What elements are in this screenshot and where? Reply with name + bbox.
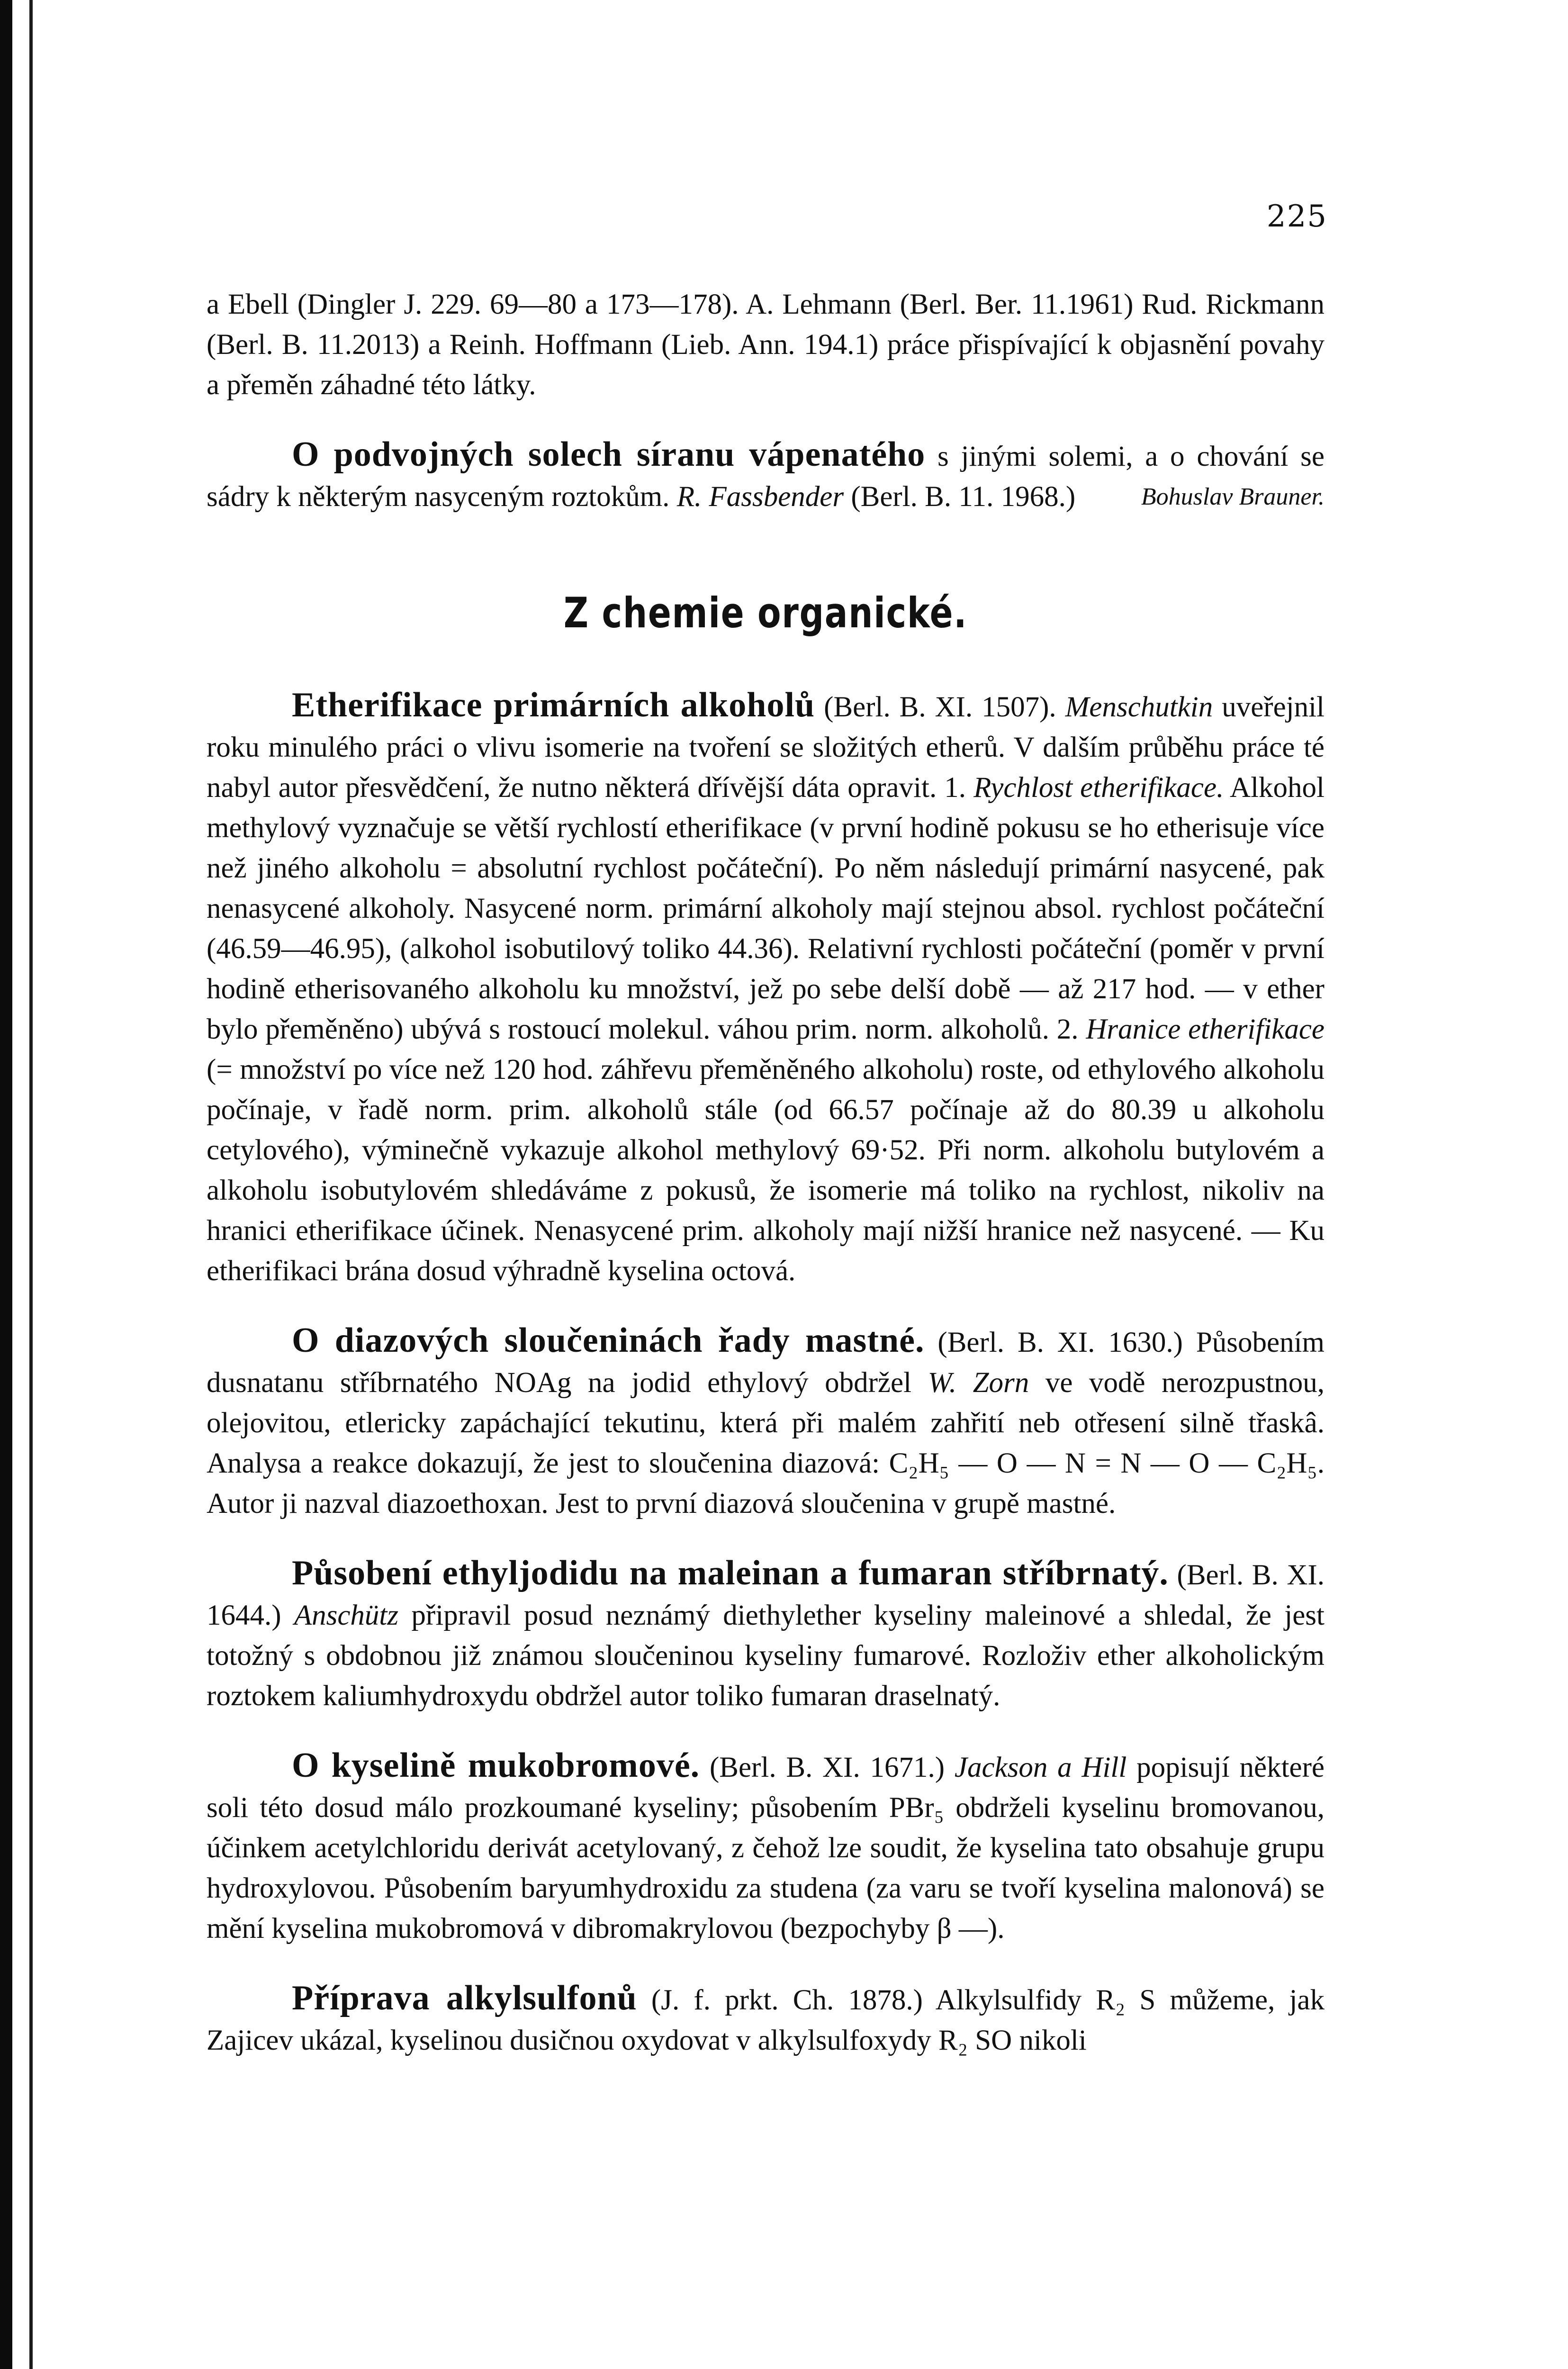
paragraph-text: připravil posud neznámý diethylether kyseliny maleinové a shledal, že jest totožný s obdobnou již známou sloučeninou kyseliny fumarové. Rozloživ ether alkoholickým roztokem kaliumhydroxydu obdržel autor toliko fumaran draselnatý. bbox=[207, 1600, 1325, 1712]
paragraph-text: popisují některé soli této dosud málo prozkoumané kyseliny; působením PBr₅ obdrželi kyselinu bromovanou, účinkem acetylchloridu derivát acetylovaný, z čehož lze soudit, že kyselina tato obsahuje grupu hydroxylovou. Působením baryumhydroxidu za studena (za varu se tvoří kyselina malonová) se mění kyselina mukobromová v dibromakrylovou (bezpochyby β —). bbox=[207, 1752, 1325, 1944]
paragraph-text: (Berl. B. 11. 1968.) bbox=[844, 481, 1076, 513]
spacer bbox=[207, 1524, 1325, 1553]
reference: (Berl. B. XI. 1507). bbox=[815, 691, 1065, 723]
reference: (Berl. B. XI. 1644.) bbox=[207, 1559, 1325, 1631]
spacer bbox=[207, 1949, 1325, 1978]
paragraph bbox=[207, 1320, 1325, 1524]
paragraph bbox=[207, 1553, 1325, 1716]
author-name: Jackson a Hill bbox=[954, 1752, 1127, 1783]
section-title: Z chemie organické. bbox=[563, 588, 968, 637]
paragraph bbox=[207, 685, 1325, 1291]
spacer bbox=[207, 405, 1325, 434]
author-name: R. Fassbender bbox=[676, 481, 844, 513]
page-number: 225 bbox=[1266, 199, 1327, 234]
paragraph-text: (= množství po více než 120 hod. záhřevu přeměněného alkoholu) roste, od ethylového alkoholu počínaje, v řadě norm. prim. alkoholů stále (od 66.57 počínaje až do 80.39 u alkoholu cetylového), výminečně vykazuje alkohol methylový 69·52. Při norm. alkoholu butylovém a alkoholu isobutylovém shledáváme z pokusů, že isomerie má toliko na rychlost, nikoliv na hranici etherifikace účinek. Nenasycené prim. alkoholy mají nižší hranice než nasycené. — Ku etherifikaci brána dosud výhradně kyselina octová. bbox=[207, 1054, 1325, 1287]
signature: Bohuslav Brauner. bbox=[1141, 483, 1325, 510]
article-heading: O podvojných solech síranu vápenatého bbox=[292, 435, 926, 474]
subheading: Hranice etherifikace bbox=[1086, 1013, 1325, 1045]
reference: (Berl. B. XI. 1630.) bbox=[924, 1327, 1196, 1358]
paragraph bbox=[207, 1978, 1325, 2061]
text-column bbox=[207, 284, 1325, 2061]
author-name: Anschütz bbox=[294, 1600, 399, 1631]
scan-edge bbox=[0, 0, 12, 2369]
scan-edge-line bbox=[29, 0, 33, 2369]
paragraph-text: s jinými solemi, a o chování se sádry k některým nasyceným roztokům. bbox=[207, 441, 1325, 513]
reference: (Berl. B. XI. 1671.) bbox=[700, 1752, 955, 1783]
paragraph-text: ve vodě nerozpustnou, olejovitou, etlericky zapáchající tekutinu, která při malém zahřití neb otřesení silně třaskâ. Analysa a reakce dokazují, že jest to sloučenina diazová: C₂H₅ — O — N = N — O — C₂H₅. Autor ji nazval diazoethoxan. Jest to první diazová sloučenina v grupě mastné. bbox=[207, 1367, 1325, 1519]
spacer bbox=[207, 1716, 1325, 1745]
article-heading: Etherifikace primárních alkoholů bbox=[292, 686, 815, 724]
paragraph-text: (J. f. prkt. Ch. 1878.) Alkylsulfidy R₂ S můžeme, jak Zajicev ukázal, kyselinou dusičnou oxydovat v alkylsulfoxydy R₂ SO nikoli bbox=[207, 1984, 1325, 2056]
paragraph-text: Působením dusnatanu stříbrnatého NOAg na jodid ethylový obdržel bbox=[207, 1327, 1325, 1399]
paragraph-text: uveřejnil roku minulého práci o vlivu isomerie na tvoření se složitých etherů. V dalším průběhu práce té nabyl autor přesvědčení, že nutno některá dřívější dáta opravit. 1. bbox=[207, 691, 1325, 804]
spacer bbox=[207, 1291, 1325, 1320]
article-heading: Působení ethyljodidu na maleinan a fumaran stříbrnatý. bbox=[292, 1554, 1169, 1592]
article-heading: O diazových sloučeninách řady mastné. bbox=[292, 1321, 925, 1360]
author-name: W. Zorn bbox=[928, 1367, 1029, 1399]
paragraph-text: a Ebell (Dingler J. 229. 69—80 a 173—178). A. Lehmann (Berl. Ber. 11.1961) Rud. Rickmann (Berl. B. 11.2013) a Reinh. Hoffmann (Lieb. Ann. 194.1) práce přispívající k objasnění povahy a přeměn záhadné této látky. bbox=[207, 289, 1325, 401]
subheading: Rychlost etherifikace. bbox=[973, 772, 1224, 804]
paragraph-text: Alkohol methylový vyznačuje se větší rychlostí etherifikace (v první hodině pokusu se ho etherisuje více než jiného alkoholu = absolutní rychlost počáteční). Po něm následují primární nasycené, pak nenasycené alkoholy. Nasycené norm. primární alkoholy mají stejnou absol. rychlost počáteční (46.59—46.95), (alkohol isobutilový toliko 44.36). Relativní rychlosti počáteční (poměr v první hodině etherisovaného alkoholu ku množství, jež po sebe delší době — až 217 hod. — v ether bylo přeměněno) ubývá s rostoucí molekul. váhou prim. norm. alkoholů. 2. bbox=[207, 772, 1325, 1045]
author-name: Menschutkin bbox=[1065, 691, 1213, 723]
paragraph bbox=[207, 284, 1325, 405]
article-heading: O kyselině mukobromové. bbox=[292, 1746, 700, 1785]
paragraph bbox=[207, 1745, 1325, 1949]
article-heading: Příprava alkylsulfonů bbox=[292, 1979, 637, 2017]
